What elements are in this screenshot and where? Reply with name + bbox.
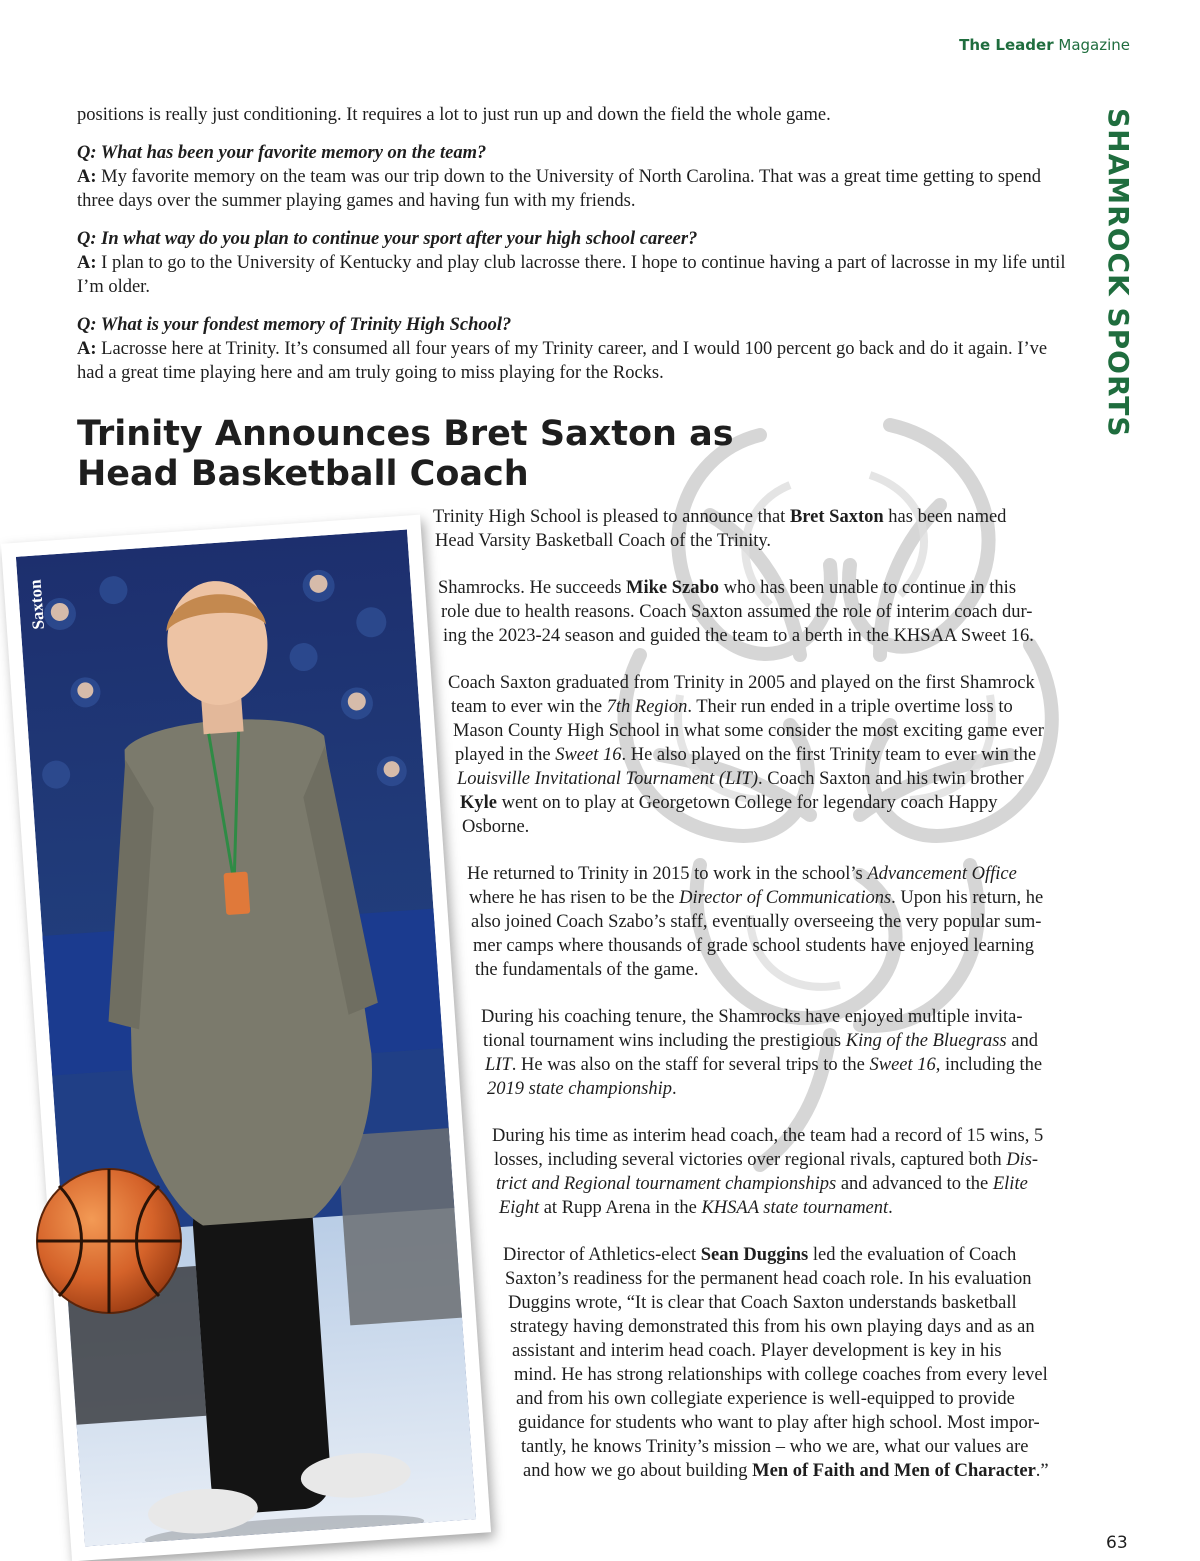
- text-line: Director of Athletics-elect Sean Duggins led the evaluation of Coach: [503, 1245, 1017, 1265]
- text-line: also joined Coach Szabo’s staff, eventually overseeing the very popular sum-: [471, 912, 1042, 932]
- text-line: assistant and interim head coach. Player development is key in his: [512, 1341, 1002, 1361]
- qa-question: Q: In what way do you plan to continue your sport after your high school career?: [77, 229, 698, 249]
- qa-answer-label: A:: [77, 253, 97, 273]
- qa-answer-label: A:: [77, 339, 97, 359]
- text-line: losses, including several victories over regional rivals, captured both Dis-: [494, 1150, 1039, 1170]
- text-line: tantly, he knows Trinity’s mission – who we are, what our values are: [521, 1437, 1029, 1457]
- text-line: During his time as interim head coach, the team had a record of 15 wins, 5: [492, 1126, 1044, 1146]
- qa-question: Q: What is your fondest memory of Trinity High School?: [77, 315, 512, 335]
- section-label: SHAMROCK SPORTS: [1102, 108, 1135, 438]
- text-line: strategy having demonstrated this from his own playing days and as an: [510, 1317, 1035, 1337]
- article-title-line: Head Basketball Coach: [77, 454, 529, 494]
- person-name: Mike Szabo: [626, 578, 720, 598]
- text-line: where he has risen to be the Director of Communications. Upon his return, he: [469, 888, 1044, 908]
- basketball-icon: [34, 1166, 184, 1316]
- qa-item: [77, 227, 1067, 299]
- person-name: Sean Duggins: [700, 1245, 809, 1265]
- qa-answer: My favorite memory on the team was our trip down to the University of North Carolina. That was a great time getting to spend three days over the summer playing games and having fun with my friends.: [77, 167, 1042, 211]
- text-line: During his coaching tenure, the Shamrocks have enjoyed multiple invita-: [481, 1007, 1023, 1027]
- text-line: Louisville Invitational Tournament (LIT). Coach Saxton and his twin brother: [457, 769, 1024, 789]
- text-line: trict and Regional tournament championships and advanced to the Elite: [496, 1174, 1028, 1194]
- text-line: He returned to Trinity in 2015 to work in the school’s Advancement Office: [467, 864, 1017, 884]
- magazine-brand: The Leader: [959, 36, 1054, 54]
- text-line: LIT. He was also on the staff for several trips to the Sweet 16, including the: [485, 1055, 1043, 1075]
- qa-item: [77, 313, 1067, 385]
- magazine-header: [959, 36, 1130, 54]
- text-line: Osborne.: [462, 817, 530, 837]
- qa-answer: Lacrosse here at Trinity. It’s consumed all four years of my Trinity career, and I would 100 percent go back and do it again. I’ve had a great time playing here and am truly going to miss playing for the Rocks.: [77, 339, 1048, 383]
- qa-item: [77, 141, 1067, 213]
- qa-answer: I plan to go to the University of Kentucky and play club lacrosse there. I hope to continue having a part of lacrosse in my life until I’m older.: [77, 253, 1066, 297]
- text-line: Trinity High School is pleased to announce that Bret Saxton has been named: [433, 507, 1007, 527]
- text-line: Duggins wrote, “It is clear that Coach Saxton understands basketball: [508, 1293, 1017, 1313]
- text-line: Mason County High School in what some consider the most exciting game ever: [453, 721, 1044, 741]
- text-line: and from his own collegiate experience is well-equipped to provide: [516, 1389, 1015, 1409]
- text-line: the fundamentals of the game.: [475, 960, 699, 980]
- article-title: [77, 414, 777, 494]
- qa-section: [77, 103, 1067, 399]
- text-line: ing the 2023-24 season and guided the team to a berth in the KHSAA Sweet 16.: [443, 626, 1034, 646]
- text-line: Shamrocks. He succeeds Mike Szabo who has been unable to continue in this: [438, 578, 1017, 598]
- text-line: tional tournament wins including the prestigious King of the Bluegrass and: [483, 1031, 1038, 1051]
- person-name: Bret Saxton: [789, 507, 884, 527]
- text-line: role due to health reasons. Coach Saxton assumed the role of interim coach dur-: [441, 602, 1033, 622]
- text-line: mer camps where thousands of grade school students have enjoyed learning: [473, 936, 1034, 956]
- text-line: guidance for students who want to play after high school. Most impor-: [518, 1413, 1040, 1433]
- text-line: Coach Saxton graduated from Trinity in 2005 and played on the first Shamrock: [448, 673, 1035, 693]
- page-number: 63: [1106, 1533, 1128, 1553]
- coach-photo: [1, 515, 491, 1561]
- text-line: and how we go about building Men of Faith and Men of Character.”: [523, 1461, 1049, 1481]
- qa-intro: positions is really just conditioning. It requires a lot to just run up and down the field the whole game.: [77, 105, 831, 125]
- text-line: mind. He has strong relationships with college coaches from every level: [514, 1365, 1048, 1385]
- article-title-line: Trinity Announces Bret Saxton as: [77, 414, 734, 454]
- text-line: Head Varsity Basketball Coach of the Trinity.: [435, 531, 772, 551]
- qa-question: Q: What has been your favorite memory on the team?: [77, 143, 487, 163]
- coach-photo-illustration: [16, 530, 476, 1547]
- text-line: Kyle went on to play at Georgetown College for legendary coach Happy: [460, 793, 998, 813]
- text-line: Saxton’s readiness for the permanent head coach role. In his evaluation: [505, 1269, 1032, 1289]
- text-line: team to ever win the 7th Region. Their run ended in a triple overtime loss to: [451, 697, 1013, 717]
- photo-caption: Saxton: [25, 578, 48, 631]
- text-line: 2019 state championship.: [487, 1079, 677, 1099]
- text-line: Eight at Rupp Arena in the KHSAA state tournament.: [499, 1198, 893, 1218]
- text-line: played in the Sweet 16. He also played on the first Trinity team to ever win the: [455, 745, 1037, 765]
- magazine-suffix: Magazine: [1058, 36, 1130, 54]
- qa-answer-label: A:: [77, 167, 97, 187]
- person-name: Kyle: [460, 793, 497, 813]
